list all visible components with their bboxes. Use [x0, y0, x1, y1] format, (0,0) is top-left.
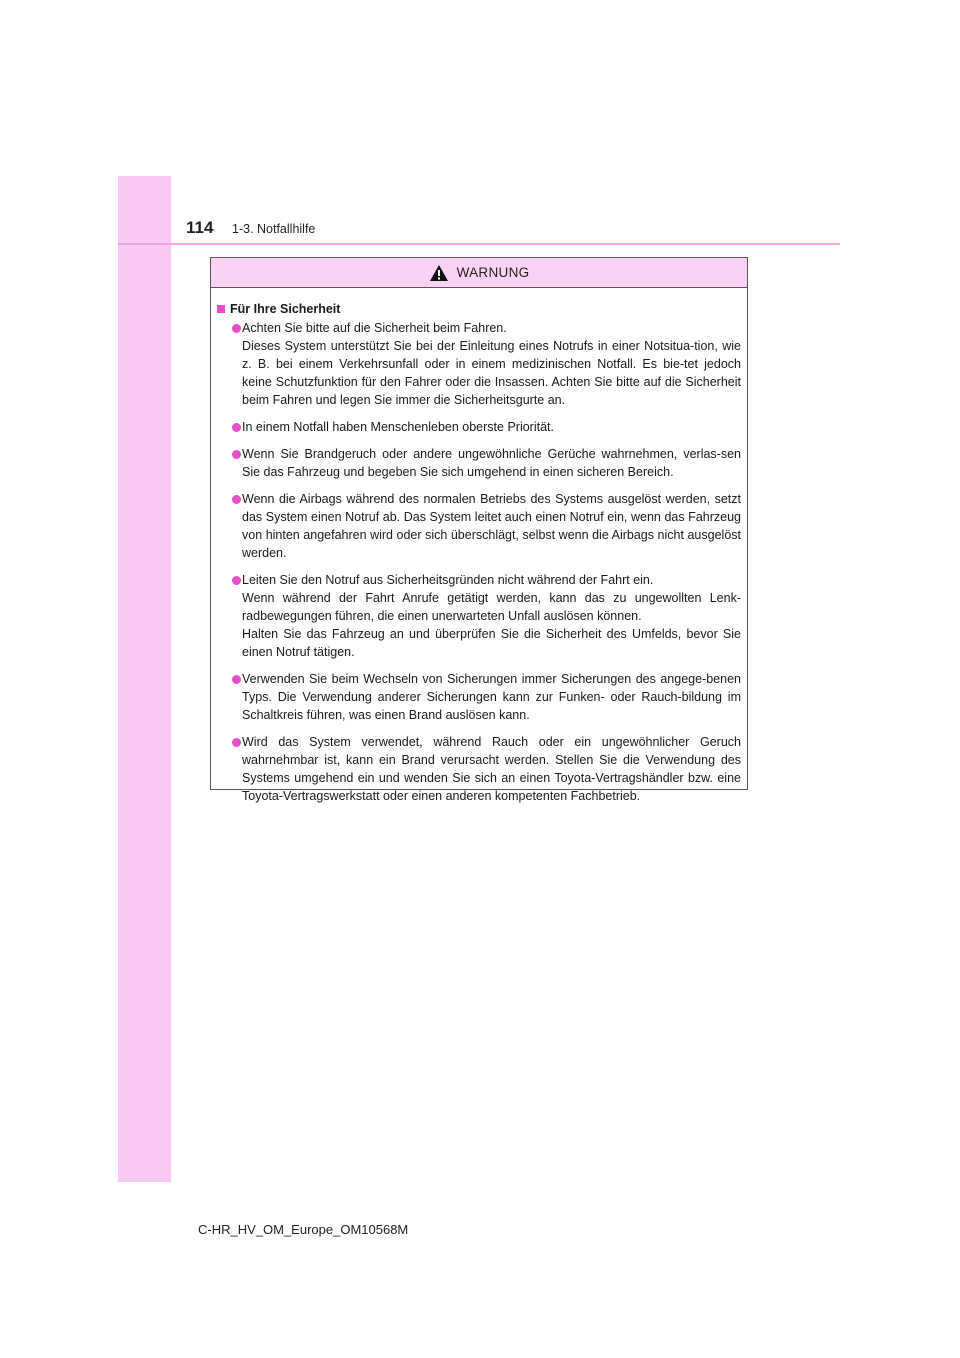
bullet-dot-icon: [232, 450, 241, 459]
bullet-dot-icon: [232, 675, 241, 684]
warning-header: [211, 258, 747, 288]
list-item-text: In einem Notfall haben Menschenleben oberste Priorität.: [242, 420, 554, 434]
list-item: [217, 319, 741, 409]
side-band: [118, 176, 171, 1182]
list-item-text: Verwenden Sie beim Wechseln von Sicherungen immer Sicherungen des angege-benen Typs. Die Verwendung anderer Sicherungen kann zur Funken- oder Rauch-bildung im Schaltkreis führen, was einen Brand auslösen kann.: [242, 672, 741, 722]
list-item-text: Leiten Sie den Notruf aus Sicherheitsgründen nicht während der Fahrt ein.: [242, 573, 654, 587]
list-item: [217, 670, 741, 724]
warning-heading: [217, 302, 741, 316]
bullet-dot-icon: [232, 495, 241, 504]
list-item-text: Wird das System verwendet, während Rauch oder ein ungewöhnlicher Geruch wahrnehmbar ist, kann ein Brand verursacht werden. Stellen Sie die Verwendung des Systems umgehend ein und wenden Sie sich an einen Toyota-Vertragshändler bzw. eine Toyota-Vertragswerkstatt oder einen anderen kompetenten Fachbetrieb.: [242, 735, 741, 803]
warning-triangle-icon: [429, 264, 449, 282]
document-code: C-HR_HV_OM_Europe_OM10568M: [198, 1222, 409, 1237]
warning-title: WARNUNG: [456, 265, 530, 280]
bullet-dot-icon: [232, 423, 241, 432]
list-item: [217, 733, 741, 805]
list-item-text: Wenn die Airbags während des normalen Betriebs des Systems ausgelöst werden, setzt das System einen Notruf ab. Das System leitet auch einen Notruf ein, wenn das Fahrzeug von hinten angefahren wird oder sich überschlägt, selbst wenn die Airbags nicht ausgelöst werden.: [242, 492, 741, 560]
bullet-dot-icon: [232, 738, 241, 747]
list-item: [217, 490, 741, 562]
warning-body: [211, 288, 747, 805]
list-item-text: Achten Sie bitte auf die Sicherheit beim Fahren.: [242, 321, 507, 335]
list-item: [217, 445, 741, 481]
bullet-dot-icon: [232, 324, 241, 333]
list-item-text: Wenn während der Fahrt Anrufe getätigt werden, kann das zu ungewollten Lenk-radbewegungen führen, die einen unerwarteten Unfall auslösen können.: [242, 591, 741, 623]
bullet-dot-icon: [232, 576, 241, 585]
header-rule: [118, 243, 840, 245]
section-title: 1-3. Notfallhilfe: [232, 222, 316, 236]
list-item: [217, 418, 741, 436]
list-item: [217, 571, 741, 661]
list-item-text: Wenn Sie Brandgeruch oder andere ungewöhnliche Gerüche wahrnehmen, verlas-sen Sie das Fahrzeug und begeben Sie sich umgehend in einen sicheren Bereich.: [242, 447, 741, 479]
square-bullet-icon: [217, 305, 225, 313]
page-number: 114: [186, 218, 214, 237]
warning-heading-text: Für Ihre Sicherheit: [230, 302, 341, 316]
warning-box: [210, 257, 748, 803]
list-item-text: Dieses System unterstützt Sie bei der Einleitung eines Notrufs in einer Notsitua-tion, wie z. B. bei einem Verkehrsunfall oder in einem medizinischen Notfall. Es bie-tet jedoch keine Schutzfunktion für den Fahrer oder die Insassen. Achten Sie bitte auf die Sicherheit beim Fahren und legen Sie immer die Sicherheitsgurte an.: [242, 339, 741, 407]
list-item-text: Halten Sie das Fahrzeug an und überprüfen Sie die Sicherheit des Umfelds, bevor Sie einen Notruf tätigen.: [242, 627, 741, 659]
